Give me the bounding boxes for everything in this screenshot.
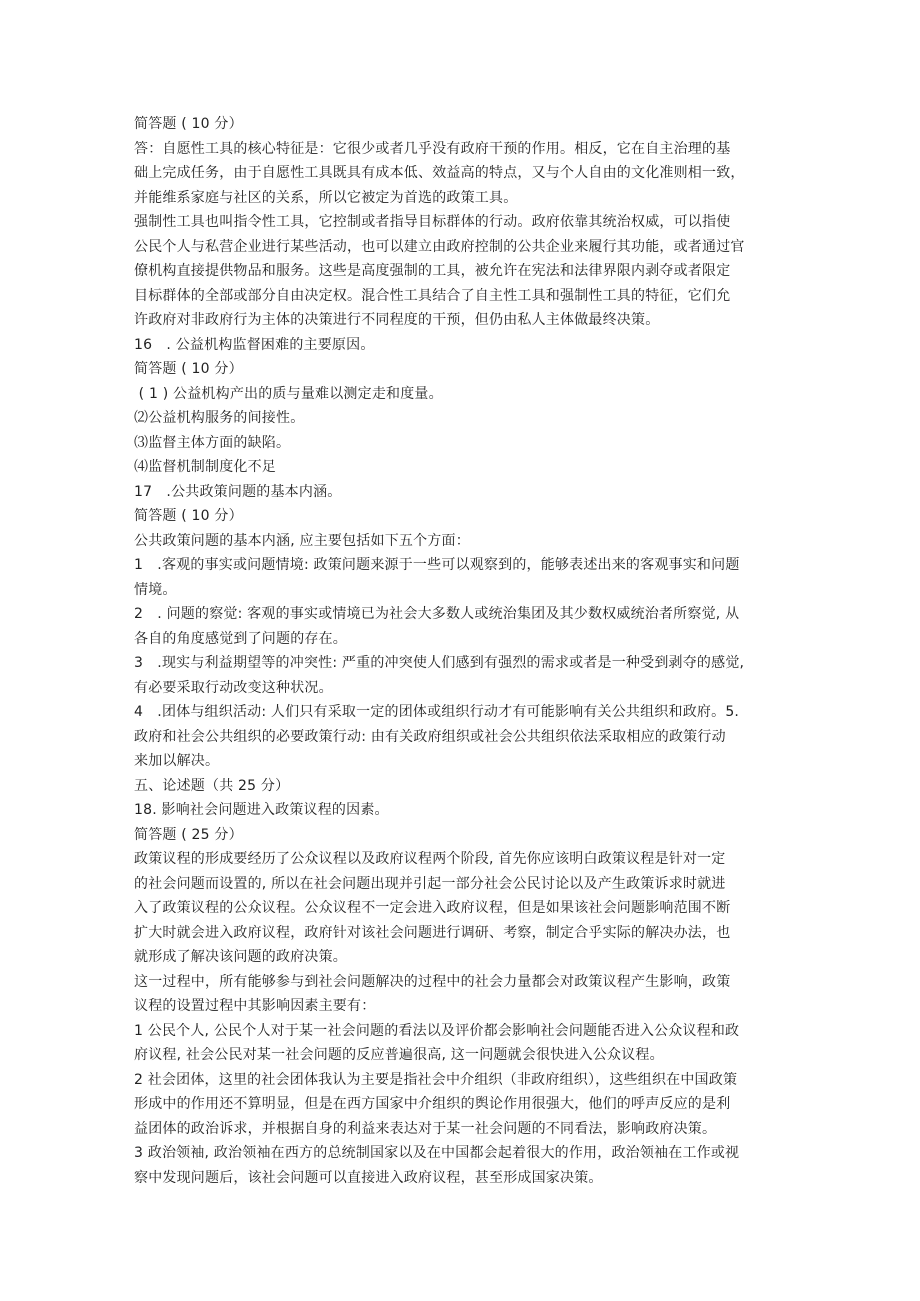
text-line: 的社会问题而设置的, 所以在社会问题出现并引起一部分社会公民讨论以及产生政策诉求时就进 <box>134 875 726 892</box>
text-line: 府议程, 社会公民对某一社会问题的反应普遍很高, 这一问题就会很快进入公众议程。 <box>134 1047 664 1063</box>
text-line: 来加以解决。 <box>134 753 220 769</box>
text-line: 答：自愿性工具的核心特征是：它很少或者几乎没有政府干预的作用。相反，它在自主治理的基 <box>134 140 731 157</box>
text-line: ⑶监督主体方面的缺陷。 <box>134 434 291 451</box>
text-line: 2 社会团体，这里的社会团体我认为主要是指社会中介组织（非政府组织），这些组织在中国政策 <box>134 1071 738 1088</box>
text-line: 扩大时就会进入政府议程，政府针对该社会问题进行调研、考察，制定合乎实际的解决办法，也 <box>134 924 731 941</box>
text-line: 4 .团体与组织活动: 人们只有采取一定的团体或组织行动才有可能影响有关公共组织和政府。5. <box>134 704 740 720</box>
text-line: 3 政治领袖, 政治领袖在西方的总统制国家以及在中国都会起着很大的作用，政治领袖在工作或视 <box>134 1145 740 1161</box>
text-line: 简答题 ( 10 分） <box>134 116 243 132</box>
text-line: 形成中的作用还不算明显，但是在西方国家中介组织的舆论作用很强大，他们的呼声反应的是利 <box>134 1096 731 1112</box>
document-body <box>134 112 796 1190</box>
text-line: 17 .公共政策问题的基本内涵。 <box>134 483 342 500</box>
text-line: 并能维系家庭与社区的关系，所以它被定为首选的政策工具。 <box>134 189 518 206</box>
text-line: 这一过程中，所有能够参与到社会问题解决的过程中的社会力量都会对政策议程产生影响，政策 <box>134 973 731 990</box>
text-line: 益团体的政治诉求，并根据自身的利益来表达对于某一社会问题的不同看法，影响政府决策。 <box>134 1120 717 1137</box>
text-line: 18. 影响社会问题进入政策议程的因素。 <box>134 802 389 818</box>
text-line: 简答题 ( 25 分） <box>134 826 243 843</box>
text-line: 1 .客观的事实或问题情境: 政策问题来源于一些可以观察到的，能够表述出来的客观事实和问题 <box>134 557 740 573</box>
text-line: 础上完成任务，由于自愿性工具既具有成本低、效益高的特点，又与个人自由的文化准则相一致， <box>134 165 745 181</box>
text-line: ( 1 ) 公益机构产出的质与量难以测定走和度量。 <box>134 385 443 402</box>
text-line: 目标群体的全部或部分自由决定权。混合性工具结合了自主性工具和强制性工具的特征，它们允 <box>134 287 731 304</box>
text-line: 五、论述题（共 25 分） <box>134 777 290 794</box>
text-line: 有必要采取行动改变这种状况。 <box>134 679 333 696</box>
text-line: 1 公民个人, 公民个人对于某一社会问题的看法以及评价都会影响社会问题能否进入公众议程和政 <box>134 1022 740 1039</box>
text-line: 僚机构直接提供物品和服务。这些是高度强制的工具，被允许在宪法和法律界限内剥夺或者限定 <box>134 263 731 279</box>
text-line: 政策议程的形成要经历了公众议程以及政府议程两个阶段, 首先你应该明白政策议程是针对一定 <box>134 851 726 867</box>
text-line: 公民个人与私营企业进行某些活动，也可以建立由政府控制的公共企业来履行其功能，或者通过官 <box>134 238 745 255</box>
text-line: 强制性工具也叫指令性工具，它控制或者指导目标群体的行动。政府依靠其统治权威，可以指使 <box>134 214 731 230</box>
text-line: 入了政策议程的公众议程。公众议程不一定会进入政府议程，但是如果该社会问题影响范围不断 <box>134 900 731 916</box>
text-line: 议程的设置过程中其影响因素主要有： <box>134 998 376 1014</box>
text-line: ⑵公益机构服务的间接性。 <box>134 410 305 426</box>
text-line: 政府和社会公共组织的必要政策行动: 由有关政府组织或社会公共组织依法采取相应的政策行动 <box>134 728 726 745</box>
text-line: 16 . 公益机构监督困难的主要原因。 <box>134 336 375 353</box>
text-line: 2 . 问题的察觉: 客观的事实或情境已为社会大多数人或统治集团及其少数权威统治者所察觉, 从 <box>134 606 740 622</box>
text-line: 情境。 <box>134 581 177 598</box>
text-line: 察中发现问题后，该社会问题可以直接进入政府议程，甚至形成国家决策。 <box>134 1169 603 1186</box>
text-line: ⑷监督机制制度化不足 <box>134 459 276 475</box>
text-line: 简答题 ( 10 分） <box>134 361 243 377</box>
text-line: 就形成了解决该问题的政府决策。 <box>134 949 347 965</box>
text-line: 3 .现实与利益期望等的冲突性: 严重的冲突使人们感到有强烈的需求或者是一种受到剥夺的感觉, <box>134 655 745 671</box>
text-line: 许政府对非政府行为主体的决策进行不同程度的干预，但仍由私人主体做最终决策。 <box>134 312 660 328</box>
text-line: 公共政策问题的基本内涵, 应主要包括如下五个方面： <box>134 532 470 549</box>
text-line: 简答题 ( 10 分） <box>134 508 243 524</box>
text-line: 各自的角度感觉到了问题的存在。 <box>134 630 347 647</box>
